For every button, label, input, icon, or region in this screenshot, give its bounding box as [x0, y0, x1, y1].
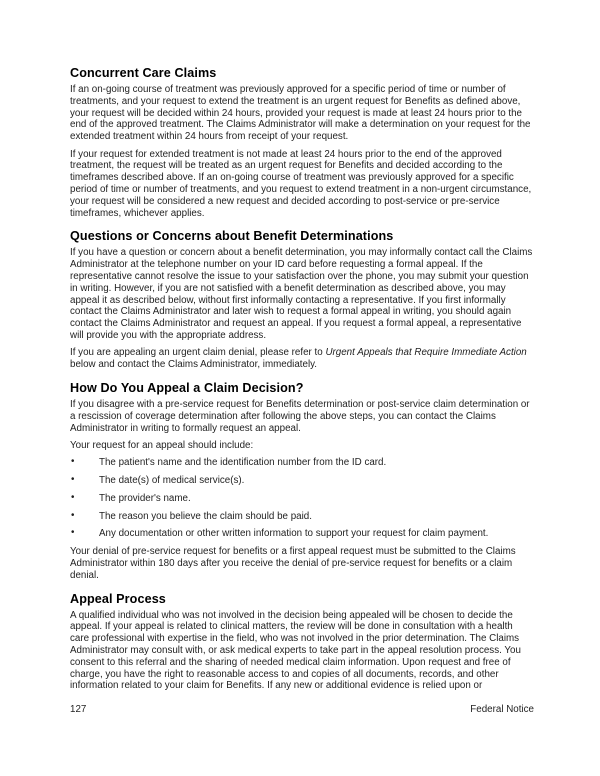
bullet-marker-icon: •: [71, 527, 75, 539]
section-heading: Appeal Process: [70, 591, 166, 606]
bullet-marker-icon: •: [71, 509, 75, 521]
bullet-list: [70, 457, 534, 540]
text-run: If you disagree with a pre-service request for Benefits determination or post-service claim determination or a rescission of coverage determination after following the above steps, you can contact the Claims Administrator in writing to formally request an appeal.: [70, 398, 530, 434]
bullet-text: The reason you believe the claim should be paid.: [99, 510, 312, 522]
text-run: below and contact the Claims Administrator, immediately.: [70, 359, 318, 371]
section-heading: How Do You Appeal a Claim Decision?: [70, 380, 304, 395]
bullet-marker-icon: •: [71, 474, 75, 486]
bullet-item: [70, 511, 534, 523]
bullet-marker-icon: •: [71, 456, 75, 468]
bullet-text: The date(s) of medical service(s).: [99, 475, 245, 487]
text-run: Your denial of pre-service request for benefits or a first appeal request must be submitted to the Claims Administrator within 180 days after you receive the denial of pre-service request for benefits or a claim denial.: [70, 546, 516, 581]
bullet-item: [70, 457, 534, 469]
bullet-text: Any documentation or other written information to support your request for claim payment.: [99, 528, 489, 540]
text-run: Your request for an appeal should include:: [70, 439, 254, 451]
text-run: If your request for extended treatment is not made at least 24 hours prior to the end of the approved treatment, the request will be treated as an urgent request for Benefits and decided according to the timeframes described above. If an on-going course of treatment was previously approved for a specific period of time or number of treatments, and you request to extend treatment in a non-urgent circumstance, your request will be considered a new request and decided according to post-service or pre-service timeframes, whichever applies.: [70, 148, 532, 219]
text-run: If you have a question or concern about a benefit determination, you may informally contact call the Claims Administrator at the telephone number on your ID card before requesting a formal appeal. If the representative cannot resolve the issue to your satisfaction over the phone, you may submit your question in writing. However, if you are not satisfied with a benefit determination as described above, you may appeal it as described below, without first informally contacting a representative. If you first informally contact the Claims Administrator and later wish to request a formal appeal in writing, you should again contact the Claims Administrator and request an appeal. If you request a formal appeal, a representative will provide you with the appropriate address.: [70, 247, 533, 341]
italic-text-run: Urgent Appeals that Require Immediate Action: [325, 347, 527, 359]
bullet-text: The provider's name.: [99, 492, 191, 504]
text-run: If an on-going course of treatment was previously approved for a specific period of time or number of treatments, and your request to extend the treatment is an urgent request for Benefits as defined above, your request will be decided within 24 hours, provided your request is made at least 24 hours prior to the end of the approved treatment. The Claims Administrator will make a determination on your request for the extended treatment within 24 hours from receipt of your request.: [70, 84, 531, 143]
paragraph: [70, 347, 534, 371]
section-heading: Concurrent Care Claims: [70, 66, 217, 80]
section-heading: Questions or Concerns about Benefit Determinations: [70, 229, 394, 244]
paragraph: [70, 84, 534, 143]
paragraph: [70, 399, 534, 434]
footer-section-label: Federal Notice: [470, 704, 534, 716]
bullet-item: [70, 475, 534, 487]
bullet-item: [70, 528, 534, 540]
paragraph: [70, 546, 534, 581]
page-footer: [70, 704, 534, 715]
paragraph: [70, 149, 534, 220]
paragraph: [70, 247, 534, 341]
bullet-item: [70, 493, 534, 505]
paragraph: [70, 440, 534, 452]
paragraph: [70, 610, 534, 693]
document-body: [70, 66, 534, 692]
text-run: A qualified individual who was not involved in the decision being appealed will be chosen to decide the appeal. If your appeal is related to clinical matters, the review will be done in consultation with a health care professional with expertise in the field, who was not involved in the prior determination. The Claims Administrator may consult with, or ask medical experts to take part in the appeal resolution process. You consent to this referral and the sharing of needed medical claim information. Upon request and free of charge, you have the right to reasonable access to and copies of all documents, records, and other information related to your claim for Benefits. If any new or additional evidence is relied upon or: [70, 609, 521, 692]
text-run: If you are appealing an urgent claim denial, please refer to: [70, 347, 326, 359]
bullet-text: The patient's name and the identification number from the ID card.: [99, 457, 387, 469]
bullet-marker-icon: •: [71, 491, 75, 503]
footer-page-number: 127: [70, 704, 87, 716]
